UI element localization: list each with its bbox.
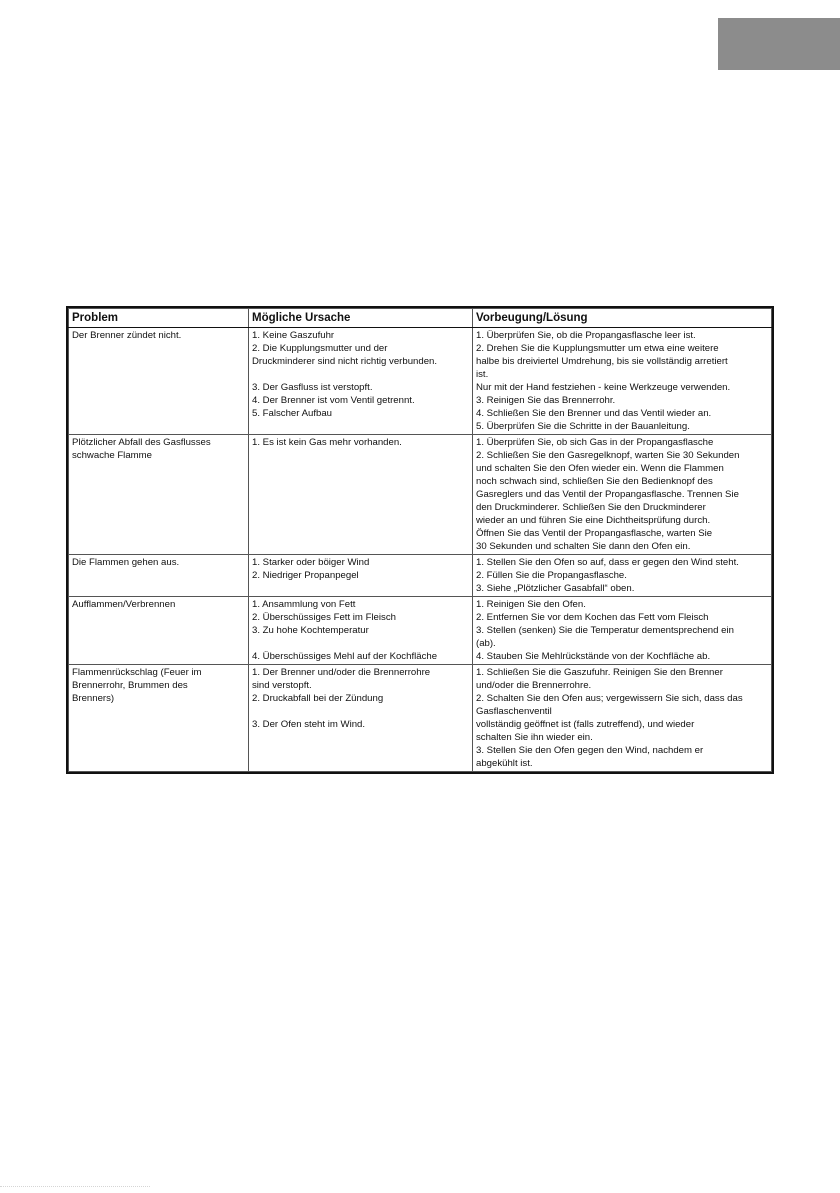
cell-text-line: den Druckminderer. Schließen Sie den Druckminderer <box>476 502 706 513</box>
cell-text-line: 3. Siehe „Plötzlicher Gasabfall“ oben. <box>476 583 635 594</box>
cause-cell <box>249 555 473 597</box>
cell-text-line: 1. Überprüfen Sie, ob sich Gas in der Propangasflasche <box>476 437 714 448</box>
cell-text-line: Gasreglers und das Ventil der Propangasflasche. Trennen Sie <box>476 489 739 500</box>
cause-cell <box>249 597 473 665</box>
cell-text-line: Gasflaschenventil <box>476 706 552 717</box>
cell-text-line: wieder an und führen Sie eine Dichtheitsprüfung durch. <box>476 515 711 526</box>
cell-text-line: 3. Stellen (senken) Sie die Temperatur dementsprechend ein <box>476 625 734 636</box>
cell-text-line: 3. Reinigen Sie das Brennerrohr. <box>476 395 616 406</box>
page-corner-tab <box>718 18 840 70</box>
cell-text-line: und schalten Sie den Ofen wieder ein. Wenn die Flammen <box>476 463 724 474</box>
cause-cell <box>249 328 473 435</box>
cell-text-line: schalten Sie ihn wieder ein. <box>476 732 593 743</box>
cell-text-line: 30 Sekunden und schalten Sie dann den Ofen ein. <box>476 541 691 552</box>
table-row <box>69 665 772 772</box>
table-row <box>69 597 772 665</box>
cell-text-line: 1. Überprüfen Sie, ob die Propangasflasche leer ist. <box>476 330 696 341</box>
solution-cell <box>473 555 772 597</box>
cell-text-line: Plötzlicher Abfall des Gasflusses <box>72 437 211 448</box>
cell-text-line: abgekühlt ist. <box>476 758 533 769</box>
cell-text-line: 2. Drehen Sie die Kupplungsmutter um etwa eine weitere <box>476 343 719 354</box>
cell-text-line: 2. Überschüssiges Fett im Fleisch <box>252 612 396 623</box>
table-header-row <box>69 309 772 328</box>
cell-text-line <box>252 637 469 650</box>
problem-cell <box>69 665 249 772</box>
cell-text-line: 3. Der Ofen steht im Wind. <box>252 719 366 730</box>
cell-text-line: Aufflammen/Verbrennen <box>72 599 176 610</box>
cell-text-line: Die Flammen gehen aus. <box>72 557 180 568</box>
cell-text-line: 1. Der Brenner und/oder die Brennerrohre <box>252 667 431 678</box>
solution-cell <box>473 435 772 555</box>
cell-text-line: schwache Flamme <box>72 450 152 461</box>
cell-text-line: 1. Reinigen Sie den Ofen. <box>476 599 586 610</box>
cell-text-line <box>252 705 469 718</box>
cause-cell <box>249 435 473 555</box>
cell-text-line: Nur mit der Hand festziehen - keine Werkzeuge verwenden. <box>476 382 731 393</box>
column-header-problem: Problem <box>69 309 249 328</box>
problem-cell <box>69 597 249 665</box>
cell-text-line: 2. Entfernen Sie vor dem Kochen das Fett vom Fleisch <box>476 612 709 623</box>
solution-cell <box>473 665 772 772</box>
column-header-cause: Mögliche Ursache <box>249 309 473 328</box>
cell-text-line: 1. Schließen Sie die Gaszufuhr. Reinigen Sie den Brenner <box>476 667 723 678</box>
cell-text-line: 4. Überschüssiges Mehl auf der Kochfläche <box>252 651 438 662</box>
problem-cell <box>69 328 249 435</box>
cell-text-line: (ab). <box>476 638 496 649</box>
cell-text-line: 2. Niedriger Propanpegel <box>252 570 359 581</box>
cell-text-line: 1. Ansammlung von Fett <box>252 599 356 610</box>
troubleshooting-grid <box>68 308 772 772</box>
table-row <box>69 555 772 597</box>
cell-text-line: 1. Keine Gaszufuhr <box>252 330 335 341</box>
cell-text-line: 2. Die Kupplungsmutter und der <box>252 343 388 354</box>
cell-text-line: Der Brenner zündet nicht. <box>72 330 182 341</box>
table-body <box>69 328 772 772</box>
cell-text-line: 3. Zu hohe Kochtemperatur <box>252 625 369 636</box>
cell-text-line: vollständig geöffnet ist (falls zutreffend), und wieder <box>476 719 695 730</box>
cell-text-line: 4. Stauben Sie Mehlrückstände von der Kochfläche ab. <box>476 651 711 662</box>
cell-text-line: 5. Falscher Aufbau <box>252 408 332 419</box>
column-header-solution: Vorbeugung/Lösung <box>473 309 772 328</box>
solution-cell <box>473 597 772 665</box>
cell-text-line: Brenners) <box>72 693 115 704</box>
cell-text-line: ist. <box>476 369 489 380</box>
cell-text-line: 1. Starker oder böiger Wind <box>252 557 370 568</box>
cell-text-line: 2. Füllen Sie die Propangasflasche. <box>476 570 627 581</box>
table-row <box>69 328 772 435</box>
cell-text-line: 4. Schließen Sie den Brenner und das Ventil wieder an. <box>476 408 712 419</box>
cell-text-line <box>252 368 469 381</box>
cell-text-line: sind verstopft. <box>252 680 312 691</box>
cell-text-line: halbe bis dreiviertel Umdrehung, bis sie vollständig arretiert <box>476 356 728 367</box>
troubleshooting-table <box>66 306 774 774</box>
cell-text-line: 5. Überprüfen Sie die Schritte in der Bauanleitung. <box>476 421 690 432</box>
cell-text-line: 3. Stellen Sie den Ofen gegen den Wind, nachdem er <box>476 745 704 756</box>
table-row <box>69 435 772 555</box>
cell-text-line: Druckminderer sind nicht richtig verbunden. <box>252 356 438 367</box>
cell-text-line: 2. Schließen Sie den Gasregelknopf, warten Sie 30 Sekunden <box>476 450 740 461</box>
cell-text-line: 2. Druckabfall bei der Zündung <box>252 693 384 704</box>
problem-cell <box>69 435 249 555</box>
cell-text-line: 4. Der Brenner ist vom Ventil getrennt. <box>252 395 415 406</box>
cause-cell <box>249 665 473 772</box>
cell-text-line: noch schwach sind, schließen Sie den Bedienknopf des <box>476 476 713 487</box>
cell-text-line: 1. Es ist kein Gas mehr vorhanden. <box>252 437 402 448</box>
cell-text-line: und/oder die Brennerrohre. <box>476 680 592 691</box>
cell-text-line: 2. Schalten Sie den Ofen aus; vergewissern Sie sich, dass das <box>476 693 743 704</box>
problem-cell <box>69 555 249 597</box>
cell-text-line: Brennerrohr, Brummen des <box>72 680 188 691</box>
cell-text-line: 3. Der Gasfluss ist verstopft. <box>252 382 373 393</box>
cell-text-line: 1. Stellen Sie den Ofen so auf, dass er gegen den Wind steht. <box>476 557 739 568</box>
cell-text-line: Flammenrückschlag (Feuer im <box>72 667 202 678</box>
solution-cell <box>473 328 772 435</box>
cell-text-line: Öffnen Sie das Ventil der Propangasflasche, warten Sie <box>476 528 713 539</box>
